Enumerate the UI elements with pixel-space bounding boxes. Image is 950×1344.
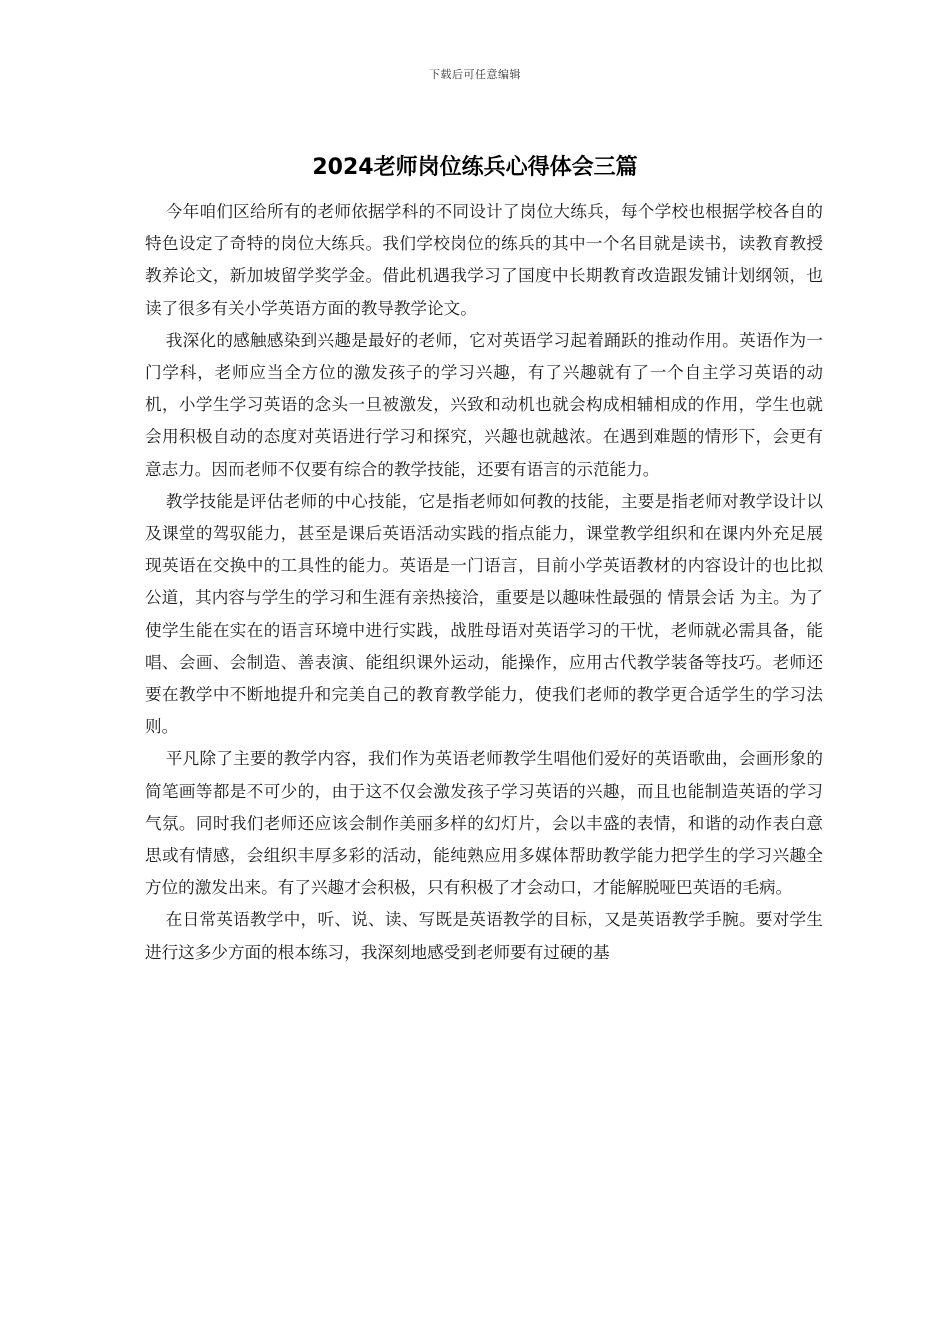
header-note: 下载后可任意编辑 [429,68,521,81]
document-body [145,196,823,969]
paragraph-1: 今年咱们区给所有的老师依据学科的不同设计了岗位大练兵，每个学校也根据学校各自的特色设定了奇特的岗位大练兵。我们学校岗位的练兵的其中一个名目就是读书，读教育教授教养论文，新加坡留学奖学金。借此机遇我学习了国度中长期教育改造跟发铺计划纲领，也读了很多有关小学英语方面的教导教学论文。 [145,202,823,318]
paragraph-2: 我深化的感触感染到兴趣是最好的老师，它对英语学习起着踊跃的推动作用。英语作为一门学科，老师应当全方位的激发孩子的学习兴趣，有了兴趣就有了一个自主学习英语的动机，小学生学习英语的念头一旦被激发，兴致和动机也就会构成相辅相成的作用，学生也就会用积极自动的态度对英语进行学习和探究，兴趣也就越浓。在遇到难题的情形下，会更有意志力。因而老师不仅要有综合的教学技能，还要有语言的示范能力。 [145,330,823,479]
paragraph-4: 平凡除了主要的教学内容，我们作为英语老师教学生唱他们爱好的英语歌曲，会画形象的简笔画等都是不可少的，由于这不仅会激发孩子学习英语的兴趣，而且也能制造英语的学习气氛。同时我们老师还应该会制作美丽多样的幻灯片，会以丰盛的表情，和谐的动作表白意思或有情感，会组织丰厚多彩的活动，能纯熟应用多媒体帮助教学能力把学生的学习兴趣全方位的激发出来。有了兴趣才会积极，只有积极了才会动口，才能解脱哑巴英语的毛病。 [145,749,823,898]
document-title: 2024老师岗位练兵心得体会三篇 [312,155,638,180]
paragraph-3: 教学技能是评估老师的中心技能，它是指老师如何教的技能，主要是指老师对教学设计以及课堂的驾驭能力，甚至是课后英语活动实践的指点能力，课堂教学组织和在课内外充足展现英语在交换中的工具性的能力。英语是一门语言，目前小学英语教材的内容设计的也比拟公道，其内容与学生的学习和生涯有亲热接洽，重要是以趣味性最强的 情景会话 为主。为了使学生能在实在的语言环境中进行实践，战胜母语对英语学习的干忧，老师就必需具备，能唱、会画、会制造、善表演、能组织课外运动，能操作，应用古代教学装备等技巧。老师还要在教学中不断地提升和完美自己的教育教学能力，使我们老师的教学更合适学生的学习法则。 [145,491,823,737]
paragraph-5: 在日常英语教学中，听、说、读、写既是英语教学的目标，又是英语教学手腕。要对学生进行这多少方面的根本练习，我深刻地感受到老师要有过硬的基 [145,910,823,962]
